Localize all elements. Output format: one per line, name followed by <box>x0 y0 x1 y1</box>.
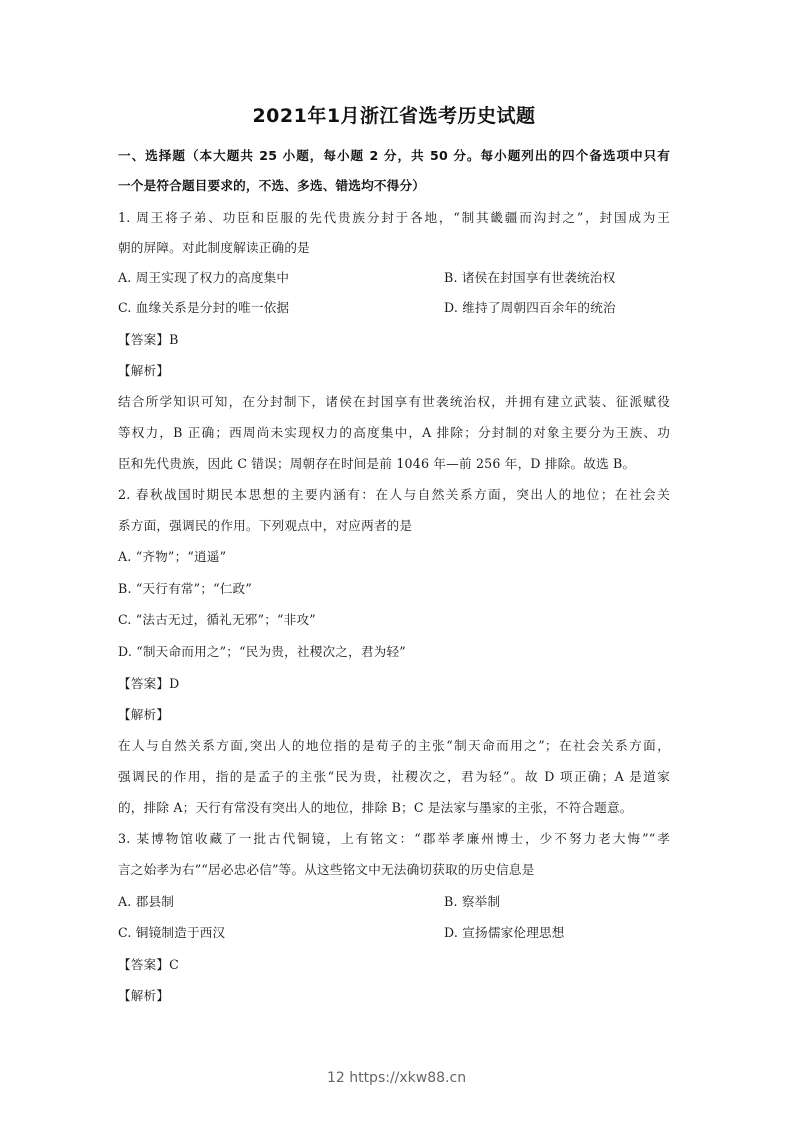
q2-stem-line-2: 系方面，强调民的作用。下列观点中，对应两者的是 <box>118 518 413 533</box>
q3-option-d: D. 宣扬儒家伦理思想 <box>444 925 565 940</box>
q1-analysis-line-1: 结合所学知识可知，在分封制下，诸侯在封国享有世袭统治权，并拥有建立武装、征派赋役 <box>118 394 670 409</box>
q1-options-row-2 <box>118 298 670 318</box>
q1-option-c: C. 血缘关系是分封的唯一依据 <box>118 300 290 315</box>
q1-analysis-label: 【解析】 <box>118 363 170 378</box>
q2-option-b: B. “天行有常”；“仁政” <box>118 581 252 596</box>
q2-stem-line-1: 2. 春秋战国时期民本思想的主要内涵有：在人与自然关系方面，突出人的地位；在社会关 <box>118 487 670 502</box>
q3-options-row-1 <box>118 892 670 912</box>
q1-answer: 【答案】B <box>118 332 179 347</box>
q1-option-b: B. 诸侯在封国享有世袭统治权 <box>444 270 616 285</box>
q3-option-a: A. 郡县制 <box>118 894 175 909</box>
q2-option-a: A. “齐物”；“逍遥” <box>118 549 227 564</box>
page-footer: 12 https://xkw88.cn <box>326 1070 467 1086</box>
q1-option-d: D. 维持了周朝四百余年的统治 <box>444 300 616 315</box>
q2-answer: 【答案】D <box>118 676 180 691</box>
q3-analysis-label: 【解析】 <box>118 988 170 1003</box>
q3-answer: 【答案】C <box>118 957 180 972</box>
q1-stem-line-2: 朝的屏障。对此制度解读正确的是 <box>118 240 310 255</box>
q1-options-row-1 <box>118 268 670 288</box>
q3-stem-line-2: 言之始孝为右”“居必忠必信”等。从这些铭文中无法确切获取的历史信息是 <box>118 862 535 877</box>
q1-analysis-line-3: 臣和先代贵族，因此 C 错误；周朝存在时间是前 1046 年—前 256 年，D 排除。故选 B。 <box>118 456 636 471</box>
section-heading-line-1: 一、选择题（本大题共 25 小题，每小题 2 分，共 50 分。每小题列出的四个备选项中只有 <box>118 148 670 163</box>
q2-analysis-line-1: 在人与自然关系方面,突出人的地位指的是荀子的主张“制天命而用之”；在社会关系方面， <box>118 738 670 753</box>
q2-option-d: D. “制天命而用之”；“民为贵，社稷次之，君为轻” <box>118 644 406 659</box>
q1-analysis-line-2: 等权力，B 正确；西周尚未实现权力的高度集中，A 排除；分封制的对象主要分为王族、功 <box>118 425 670 440</box>
q3-option-c: C. 铜镜制造于西汉 <box>118 925 226 940</box>
q2-analysis-line-2: 强调民的作用，指的是孟子的主张“民为贵，社稷次之，君为轻”。故 D 项正确；A 是道家 <box>118 769 670 784</box>
q3-options-row-2 <box>118 923 670 943</box>
page-title: 2021年1月浙江省选考历史试题 <box>252 105 536 127</box>
q3-option-b: B. 察举制 <box>444 894 501 909</box>
q2-option-c: C. “法古无过，循礼无邪”；“非攻” <box>118 612 316 627</box>
q2-analysis-label: 【解析】 <box>118 707 170 722</box>
q3-stem-line-1: 3. 某博物馆收藏了一批古代铜镜，上有铭文：“郡举孝廉州博士，少不努力老大悔”“孝 <box>118 831 670 846</box>
q1-option-a: A. 周王实现了权力的高度集中 <box>118 270 290 285</box>
q1-stem-line-1: 1. 周王将子弟、功臣和臣服的先代贵族分封于各地，“制其畿疆而沟封之”，封国成为王 <box>118 210 670 225</box>
section-heading-line-2: 一个是符合题目要求的，不选、多选、错选均不得分） <box>118 178 426 193</box>
q2-analysis-line-3: 的，排除 A；天行有常没有突出人的地位，排除 B；C 是法家与墨家的主张，不符合题意。 <box>118 800 633 815</box>
